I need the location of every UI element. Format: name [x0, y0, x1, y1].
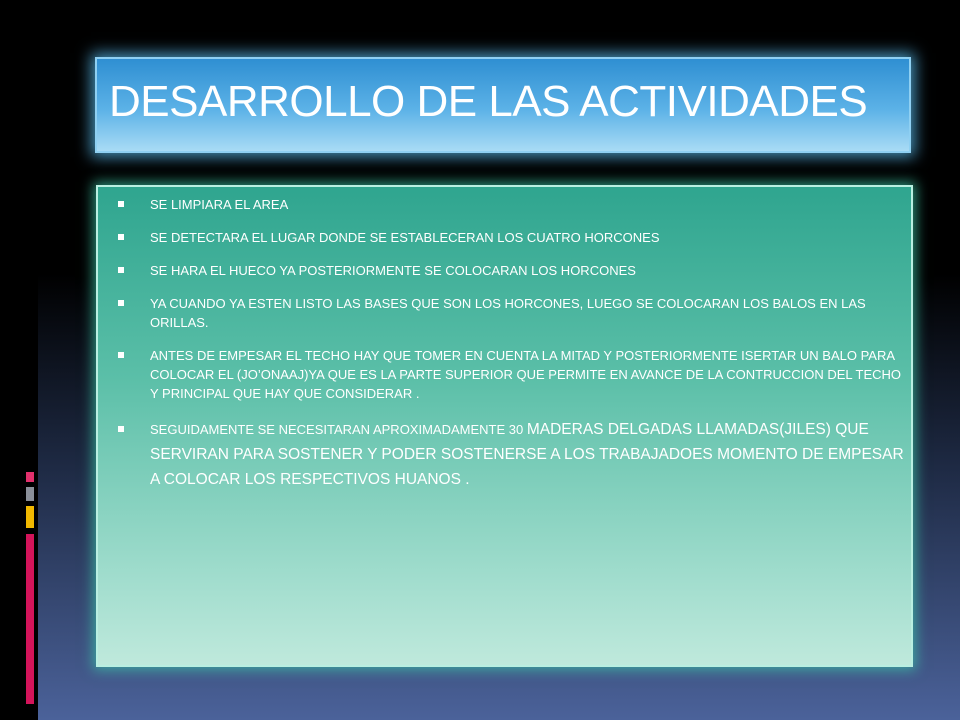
bullet-text: SE LIMPIARA EL AREA — [150, 197, 289, 212]
bullet-text: YA CUANDO YA ESTEN LISTO LAS BASES QUE SON LOS HORCONES, LUEGO SE COLOCARAN LOS BALOS EN LAS ORILLAS. — [150, 296, 866, 330]
decor-bar-grey — [26, 487, 34, 501]
bullet-list — [116, 195, 906, 506]
square-bullet-icon — [118, 234, 124, 240]
decor-bar-pink-long — [26, 534, 34, 704]
square-bullet-icon — [118, 267, 124, 273]
bullet-text: SE DETECTARA EL LUGAR DONDE SE ESTABLECERAN LOS CUATRO HORCONES — [150, 230, 660, 245]
content-placeholder[interactable] — [96, 185, 913, 667]
title-placeholder[interactable] — [95, 57, 911, 153]
list-item — [116, 294, 906, 332]
square-bullet-icon — [118, 352, 124, 358]
decor-bar-yellow — [26, 506, 34, 528]
bullet-text: SE HARA EL HUECO YA POSTERIORMENTE SE COLOCARAN LOS HORCONES — [150, 263, 636, 278]
square-bullet-icon — [118, 426, 124, 432]
square-bullet-icon — [118, 300, 124, 306]
list-item — [116, 195, 906, 214]
bullet-text: ANTES DE EMPESAR EL TECHO HAY QUE TOMER EN CUENTA LA MITAD Y POSTERIORMENTE ISERTAR UN BALO PARA COLOCAR EL (JO’ONAAJ)YA QUE ES LA PARTE SUPERIOR QUE PERMITE EN AVANCE DE LA CONTRUCCION DEL TECHO Y PRINCIPAL QUE HAY QUE CONSIDERAR . — [150, 348, 902, 401]
slide-title: DESARROLLO DE LAS ACTIVIDADES — [109, 77, 868, 126]
decor-bar-pink — [26, 472, 34, 482]
list-item — [116, 261, 906, 280]
square-bullet-icon — [118, 201, 124, 207]
bullet-text-start: SEGUIDAMENTE SE NECESITARAN APROXIMADAMENTE 30 — [150, 422, 524, 437]
list-item — [116, 346, 906, 403]
bullet-text-rest: MADERAS DELGADAS LLAMADAS(JILES) QUE SERVIRAN PARA SOSTENER Y PODER SOSTENERSE A LOS TRABAJADOES MOMENTO DE EMPESAR A COLOCAR LOS RESPECTIVOS HUANOS . — [150, 421, 904, 488]
list-item — [116, 417, 906, 492]
list-item — [116, 228, 906, 247]
